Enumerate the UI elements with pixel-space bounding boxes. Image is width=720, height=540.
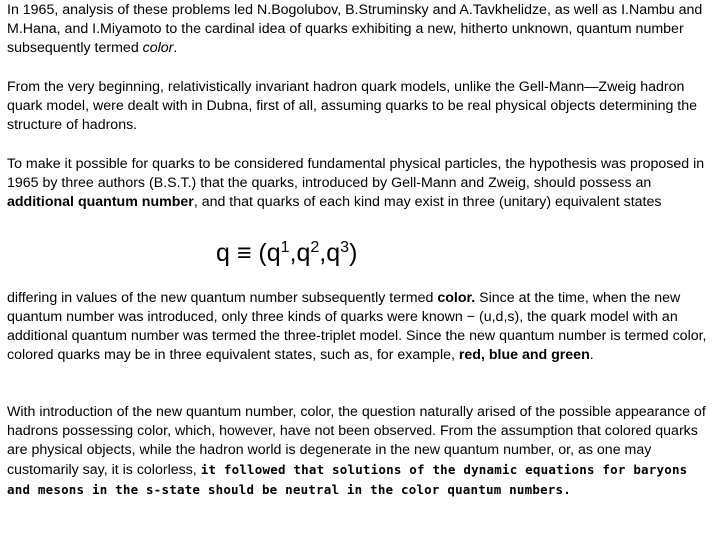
p1-end: . [173, 40, 178, 56]
formula-mid-2: ,q [319, 239, 341, 267]
formula-mid-1: ,q [289, 239, 311, 267]
p5-text1: With introduction of the new quantum number, color, the question naturally arised of the possible appearance of hadrons possessing color, which, however, have not been observed. From the assumption that colored quarks are physical objects, while the hadron world is degenerate in the new quantum number, or, as one may customarily say, it is colorless, [7, 404, 706, 478]
formula-lhs: q ≡ (q [216, 239, 281, 267]
p1-color-term: color [142, 40, 174, 56]
quark-states-formula [216, 236, 357, 274]
formula-sup-2: 2 [310, 239, 320, 256]
p4-red-blue-green: red, blue and green [458, 347, 590, 363]
p4-color-term: color. [437, 290, 476, 306]
formula-end: ) [349, 239, 358, 267]
paragraph-history-color [7, 1, 716, 58]
paragraph-color-states [7, 289, 716, 365]
p3-text2: , and that quarks of each kind may exist in three (unitary) equivalent states [193, 194, 662, 210]
p2-text: From the very beginning, relativistically invariant hadron quark models, unlike the Gell-Mann—Zweig hadron quark model, were dealt with in Dubna, first of all, assuming quarks to be real physical objects determining the structure of hadrons. [7, 79, 698, 133]
p4-text1: differing in values of the new quantum number subsequently termed [7, 290, 438, 306]
p3-additional-quantum-number: additional quantum number [7, 194, 194, 210]
formula-sup-3: 3 [340, 239, 350, 256]
paragraph-colorless-hadrons [7, 403, 716, 500]
p1-text: In 1965, analysis of these problems led N.Bogolubov, B.Struminsky and A.Tavkhelidze, as well as I.Nambu and M.Hana, and I.Miyamoto to the cardinal idea of quarks exhibiting a new, hitherto unknown, quantum number subsequently termed [7, 2, 703, 56]
p4-text2: Since at the time, when the new quantum number was introduced, only three kinds of quarks were known − (u,d,s), the quark model with an additional quantum number was termed the three-triplet model. Since the new quantum number is termed color, colored quarks may be in three equivalent states, such as, for example, [7, 290, 707, 363]
p5-conclusion: it followed that solutions of the dynamic equations for baryons and mesons in the s-state should be neutral in the color quantum numbers. [7, 462, 688, 497]
p4-end: . [589, 347, 594, 363]
paragraph-hypothesis [7, 155, 716, 212]
p3-text1: To make it possible for quarks to be considered fundamental physical particles, the hypothesis was proposed in 1965 by three authors (B.S.T.) that the quarks, introduced by Gell-Mann and Zweig, should possess an [7, 156, 705, 191]
paragraph-dubna-models [7, 78, 716, 135]
formula-sup-1: 1 [280, 239, 290, 256]
